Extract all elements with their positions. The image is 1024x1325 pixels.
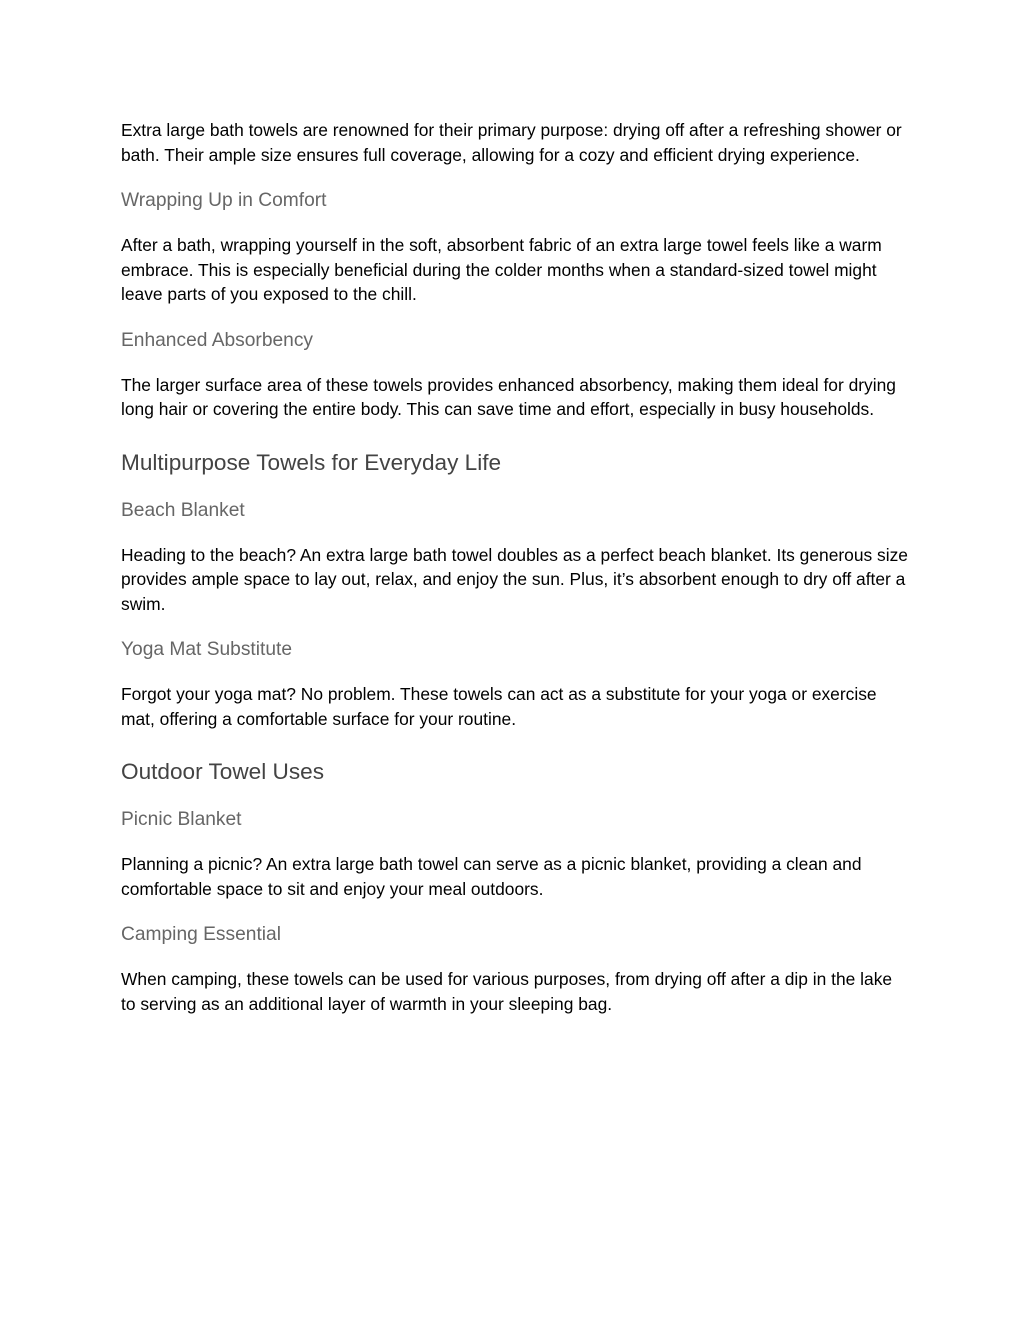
- yoga-mat-paragraph: Forgot your yoga mat? No problem. These towels can act as a substitute for your yoga or exercise mat, offering a comfortable surface for your routine.: [121, 684, 877, 729]
- camping-paragraph: When camping, these towels can be used for various purposes, from drying off after a dip in the lake to serving as an additional layer of warmth in your sleeping bag.: [121, 969, 893, 1014]
- beach-blanket-heading: Beach Blanket: [121, 499, 245, 521]
- wrapping-paragraph: After a bath, wrapping yourself in the soft, absorbent fabric of an extra large towel feels like a warm embrace. This is especially beneficial during the colder months when a standard-sized towel might leave parts of you exposed to the chill.: [121, 235, 882, 304]
- picnic-blanket-paragraph: Planning a picnic? An extra large bath towel can serve as a picnic blanket, providing a clean and comfortable space to sit and enjoy your meal outdoors.: [121, 854, 862, 899]
- absorbency-paragraph: The larger surface area of these towels provides enhanced absorbency, making them ideal for drying long hair or covering the entire body. This can save time and effort, especially in busy households.: [121, 374, 896, 419]
- wrapping-heading: Wrapping Up in Comfort: [121, 190, 327, 211]
- outdoor-section-heading: Outdoor Towel Uses: [121, 759, 325, 784]
- yoga-mat-heading: Yoga Mat Substitute: [121, 639, 293, 660]
- picnic-blanket-heading: Picnic Blanket: [121, 809, 242, 830]
- beach-blanket-paragraph: Heading to the beach? An extra large bath towel doubles as a perfect beach blanket. Its generous size provides ample space to lay out, relax, and enjoy the sun. Plus, it’s absorbent enough to dry off after a swim.: [121, 544, 908, 614]
- camping-heading: Camping Essential: [121, 924, 281, 945]
- absorbency-heading: Enhanced Absorbency: [121, 329, 314, 351]
- multipurpose-section-heading: Multipurpose Towels for Everyday Life: [121, 449, 502, 475]
- document-page: [121, 118, 911, 1016]
- intro-paragraph: Extra large bath towels are renowned for their primary purpose: drying off after a refreshing shower or bath. Their ample size ensures full coverage, allowing for a cozy and efficient drying experience.: [121, 120, 902, 165]
